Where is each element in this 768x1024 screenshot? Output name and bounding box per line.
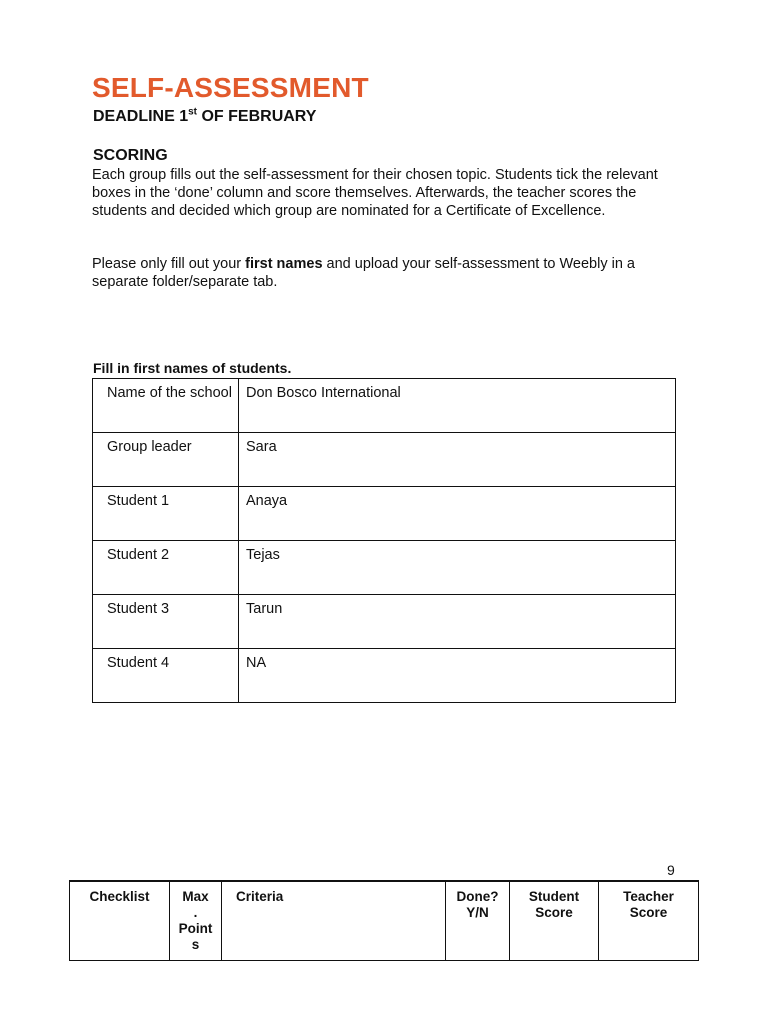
table-row xyxy=(93,379,676,433)
column-header-criteria xyxy=(222,881,446,961)
done-line: Y/N xyxy=(466,905,489,920)
column-header-checklist xyxy=(70,881,170,961)
max-points-line: . xyxy=(193,905,198,920)
page-title: SELF-ASSESSMENT xyxy=(92,72,369,103)
table-row xyxy=(93,541,676,595)
row-value: Tejas xyxy=(239,541,676,595)
deadline-ordinal: st xyxy=(188,106,198,118)
deadline-suffix: OF FEBRUARY xyxy=(197,108,317,125)
table-row xyxy=(93,595,676,649)
teacher-score-line: Score xyxy=(629,905,668,920)
column-header-done xyxy=(446,881,510,961)
scoring-description: Each group fills out the self-assessment for their chosen topic. Students tick the relevant boxes in the ‘done’ column and score themselves. Afterwards, the teacher scores the students and decided which group are nominated for a Certificate of Excellence. xyxy=(92,167,658,219)
checklist-table xyxy=(69,880,699,961)
table-row xyxy=(93,649,676,703)
scoring-heading: SCORING xyxy=(93,147,168,164)
row-value: Tarun xyxy=(239,595,676,649)
student-score-line: Student xyxy=(528,889,580,904)
student-score-line: Score xyxy=(535,905,573,920)
upload-instructions xyxy=(92,255,682,291)
row-label: Student 4 xyxy=(93,649,239,703)
column-header-student-score xyxy=(510,881,599,961)
upload-instructions-end: and upload your self-assessment to Weebly in a separate folder/separate tab. xyxy=(92,256,635,290)
row-value: Sara xyxy=(239,433,676,487)
students-table xyxy=(92,378,676,703)
checklist-header-row xyxy=(70,881,699,961)
column-header-teacher-score xyxy=(599,881,699,961)
row-label: Name of the school xyxy=(93,379,239,433)
column-header-max-points xyxy=(170,881,222,961)
table-row xyxy=(93,487,676,541)
page-number: 9 xyxy=(667,862,675,878)
teacher-score-line: Teacher xyxy=(623,889,674,904)
done-line: Done? xyxy=(456,889,499,904)
row-value: Don Bosco International xyxy=(239,379,676,433)
row-value: Anaya xyxy=(239,487,676,541)
row-label: Student 2 xyxy=(93,541,239,595)
deadline-prefix: DEADLINE 1 xyxy=(93,108,189,125)
criteria-label: Criteria xyxy=(236,889,284,904)
row-value: NA xyxy=(239,649,676,703)
max-points-line: Max xyxy=(182,889,209,904)
row-label: Group leader xyxy=(93,433,239,487)
max-points-line: Point xyxy=(178,921,213,936)
deadline xyxy=(93,108,316,126)
row-label: Student 1 xyxy=(93,487,239,541)
row-label: Student 3 xyxy=(93,595,239,649)
table-row xyxy=(93,433,676,487)
max-points-line: s xyxy=(191,937,200,952)
students-table-heading: Fill in first names of students. xyxy=(93,360,292,376)
first-names-emphasis: first names xyxy=(245,256,323,272)
upload-instructions-start: Please only fill out your xyxy=(92,256,246,272)
checklist-label: Checklist xyxy=(89,889,150,904)
